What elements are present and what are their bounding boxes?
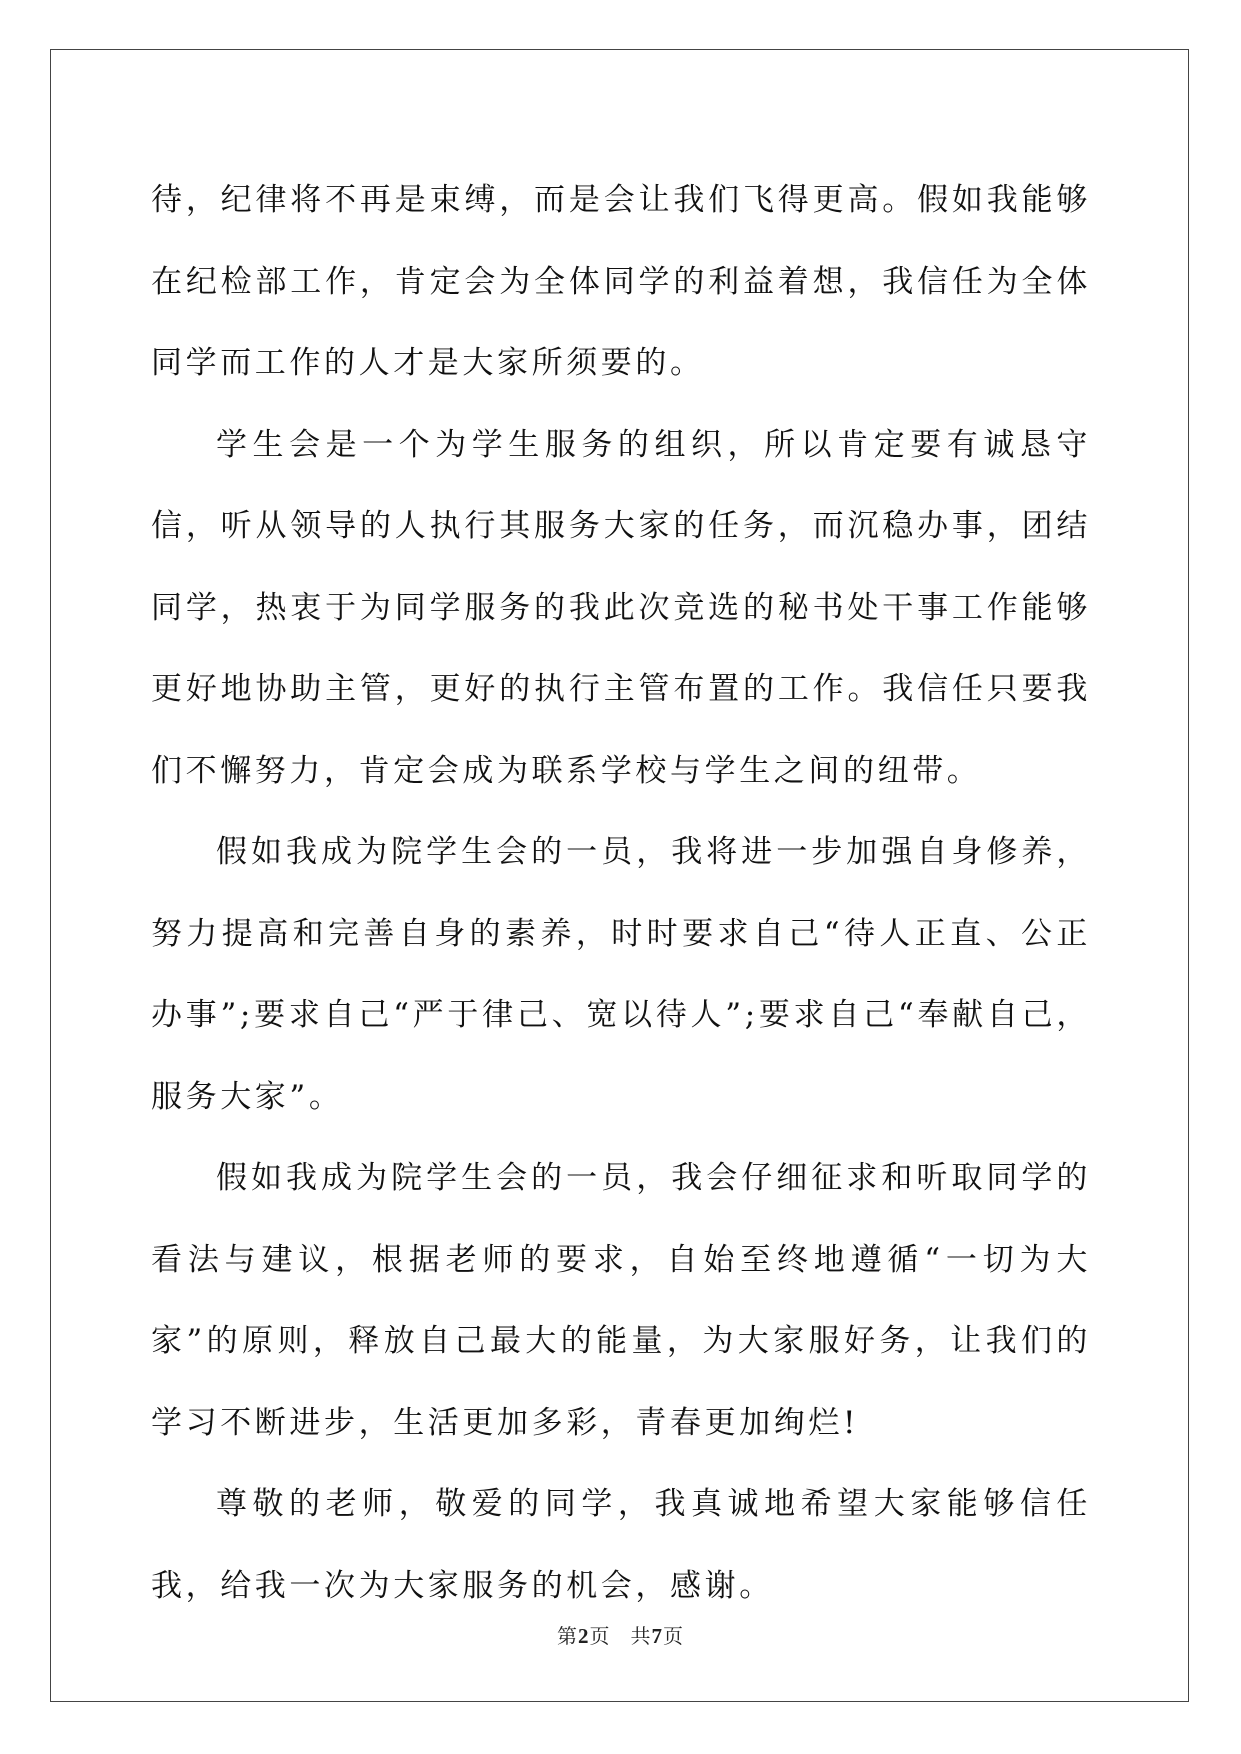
paragraph [151, 160, 1091, 405]
text-line: 领导的人执行其服务大家的任务，而沉稳办事，团结同学，热衷于为 [151, 508, 1091, 626]
text-line: 假如我成为院学生会的一员，我会仔细征求和听取同学的看法与 [151, 1160, 1091, 1278]
text-line: 学校与学生之间的纽带。 [600, 752, 982, 789]
text-line: 学生会是一个为学生服务的组织，所以肯定要有诚恳守信，听从 [151, 426, 1091, 544]
paragraph [151, 1138, 1091, 1464]
page-suffix: 页 [589, 1624, 611, 1648]
page-footer [0, 1620, 1241, 1649]
text-line: 人才是大家所须要的。 [358, 345, 705, 381]
text-line: 放自己最大的能量，为大家服好务，让我们的学习不断进步，生活更 [151, 1323, 1091, 1441]
page-number: 2 [578, 1624, 590, 1648]
text-line: 同学服务的我此次竞选的秘书处干事工作能够更好地协助主管，更好 [151, 589, 1091, 707]
text-line: 高和完善自身的素养，时时要求自己“待人正直、公正办事”;要求自 [151, 915, 1091, 1033]
total-suffix: 页 [663, 1624, 684, 1648]
paragraph [151, 1464, 1091, 1627]
total-pages: 7 [651, 1624, 663, 1648]
text-line: 部工作，肯定会为全体同学的利益着想，我信任为全体同学而工作的 [151, 263, 1091, 381]
document-body [151, 160, 1091, 1627]
paragraph [151, 405, 1091, 813]
text-line: 假如我成为院学生会的一员，我将进一步加强自身修养，努力提 [151, 834, 1091, 952]
text-line: 待，纪律将不再是束缚，而是会让我们飞得更高。假如我能够在纪检 [151, 182, 1091, 300]
text-line: 加多彩，青春更加绚烂! [497, 1404, 860, 1441]
paragraph [151, 812, 1091, 1138]
total-prefix: 共 [630, 1624, 652, 1648]
text-line: 一次为大家服务的机会，感谢。 [289, 1567, 774, 1604]
text-line: 建议，根据老师的要求，自始至终地遵循“一切为大家”的原则，释 [151, 1241, 1091, 1359]
text-line: 己“严于律己、宽以待人”;要求自己“奉献自己，服务大家”。 [151, 997, 1091, 1115]
text-line: 尊敬的老师，敬爱的同学，我真诚地希望大家能够信任我，给我 [151, 1486, 1091, 1604]
page-prefix: 第 [557, 1624, 578, 1648]
text-line: 的执行主管布置的工作。我信任只要我们不懈努力，肯定会成为联系 [151, 671, 1091, 789]
